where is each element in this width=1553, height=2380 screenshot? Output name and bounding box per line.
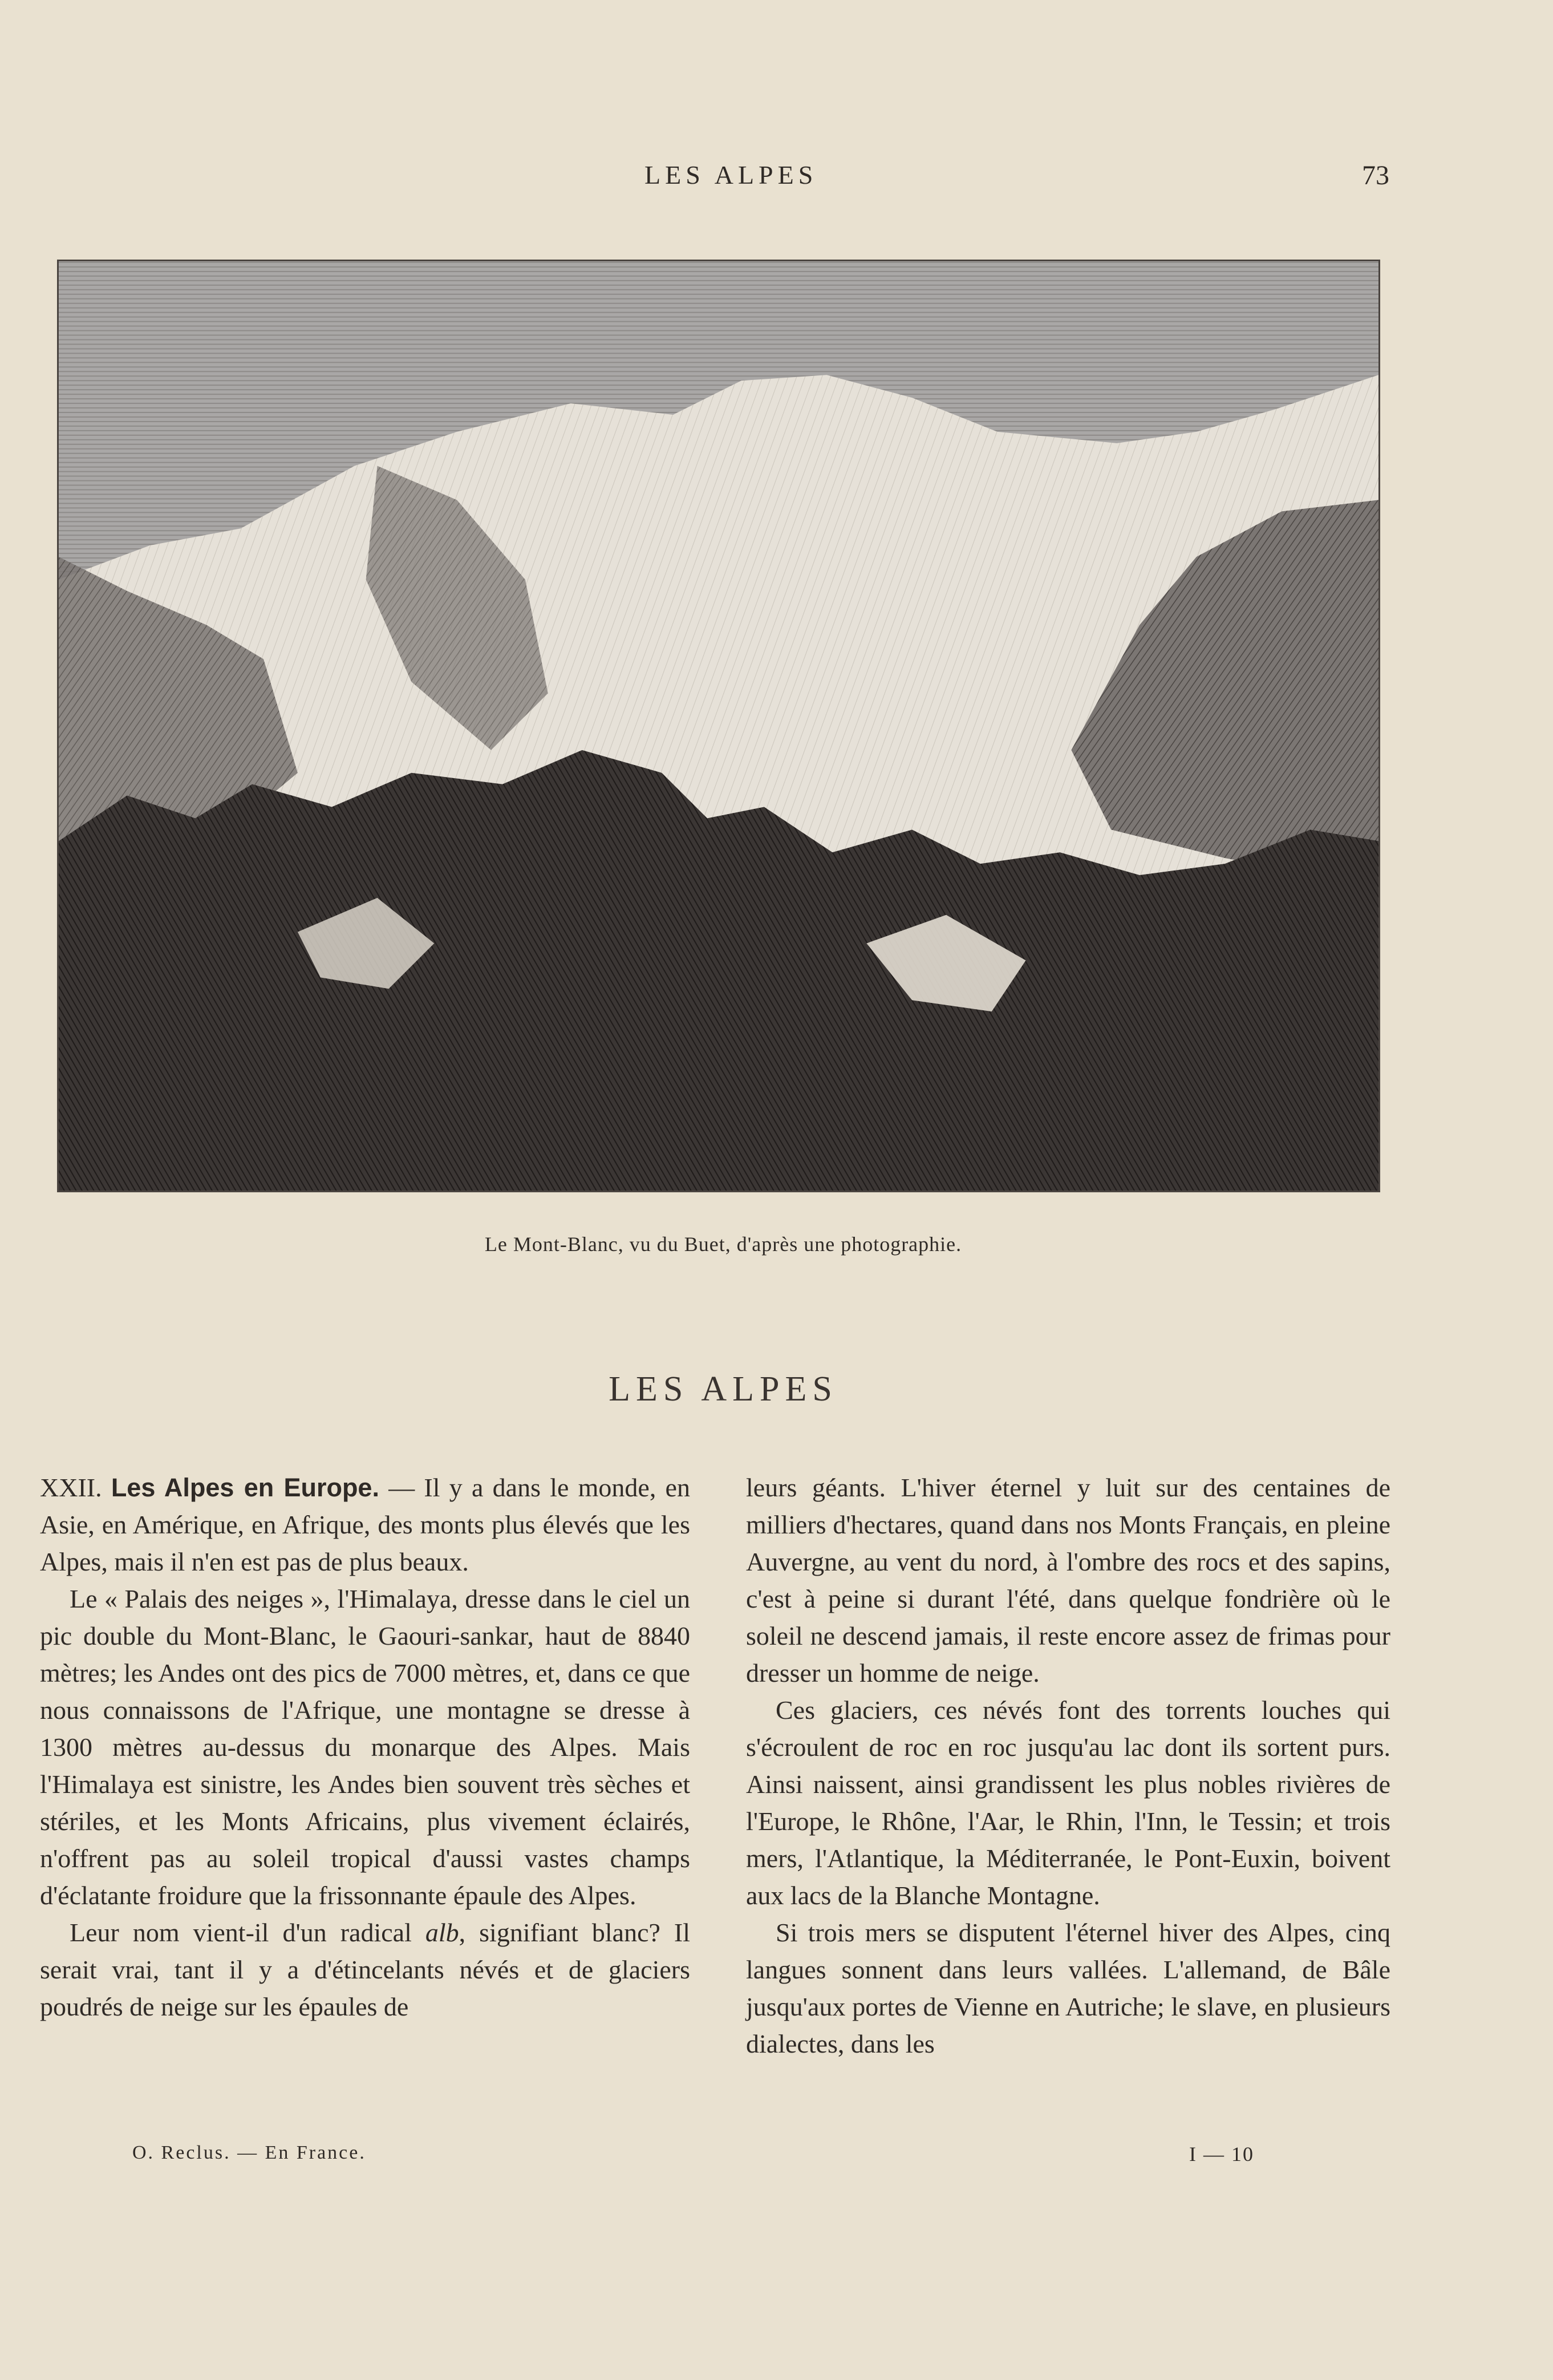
paragraph xyxy=(40,1469,690,1580)
section-number: XXII. xyxy=(40,1473,102,1502)
running-title: LES ALPES xyxy=(644,160,818,189)
paragraph-text: Leur nom vient-il d'un radical xyxy=(70,1918,425,1947)
left-column xyxy=(40,1469,690,2025)
paragraph: leurs géants. L'hiver éternel y luit sur des centaines de milliers d'hectares, quand dans nos Monts Français, en pleine Auvergne, au vent du nord, à l'ombre des rocs et des sapins, c'est à peine si durant l'été, dans quelque fondrière où le soleil ne descend jamais, il reste encore assez de frimas pour dresser un homme de neige. xyxy=(746,1473,1390,1687)
running-header xyxy=(0,160,1553,200)
emphasis: alb xyxy=(425,1918,459,1947)
paragraph: Le « Palais des neiges », l'Himalaya, dresse dans le ciel un pic double du Mont-Blanc, le Gaouri-sankar, haut de 8840 mètres; les Andes ont des pics de 7000 mètres, et, dans ce que nous connaissons de l'Afrique, une montagne se dresse à 1300 mètres au-dessus du monarque des Alpes. Mais l'Himalaya est sinistre, les Andes bien souvent très sèches et stériles, et les Monts Africains, plus vivement éclairés, n'offrent pas au soleil tropical d'aussi vastes champs d'éclatante froidure que la frissonnante épaule des Alpes. xyxy=(40,1584,690,1910)
section-heading: Les Alpes en Europe. xyxy=(111,1473,379,1502)
paragraph xyxy=(40,1914,690,2025)
right-column xyxy=(746,1469,1390,2062)
paragraph: Si trois mers se disputent l'éternel hiver des Alpes, cinq langues sonnent dans leurs vallées. L'allemand, de Bâle jusqu'aux portes de Vienne en Autriche; le slave, en plusieurs dialectes, dans les xyxy=(746,1918,1390,2058)
page-number: 73 xyxy=(1362,160,1389,191)
footer-signature: I — 10 xyxy=(1189,2143,1254,2166)
paragraph-text: — Il y a dans le monde, en Asie, en Amérique, en Afrique, des monts plus élevés que les Alpes, mais il n'en est pas de plus beaux. xyxy=(40,1473,690,1576)
paragraph: Ces glaciers, ces névés font des torrents louches qui s'écroulent de roc en roc jusqu'au lac dont ils sortent purs. Ainsi naissent, ainsi grandissent les plus nobles rivières de l'Europe, le Rhône, l'Aar, le Rhin, l'Inn, le Tessin; et trois mers, l'Atlantique, la Méditerranée, le Pont-Euxin, boivent aux lacs de la Blanche Montagne. xyxy=(746,1695,1390,1910)
footer-author: O. Reclus. — En France. xyxy=(132,2142,366,2163)
engraving-illustration xyxy=(59,261,1378,1191)
mont-blanc-engraving xyxy=(57,260,1380,1192)
paragraph-text: , signifiant blanc? Il serait vrai, tant il y a d'étincelants névés et de glaciers poudrés de neige sur les épaules de xyxy=(40,1918,691,2021)
figure-caption: Le Mont-Blanc, vu du Buet, d'après une photographie. xyxy=(484,1233,962,1256)
section-title: LES ALPES xyxy=(609,1370,838,1408)
